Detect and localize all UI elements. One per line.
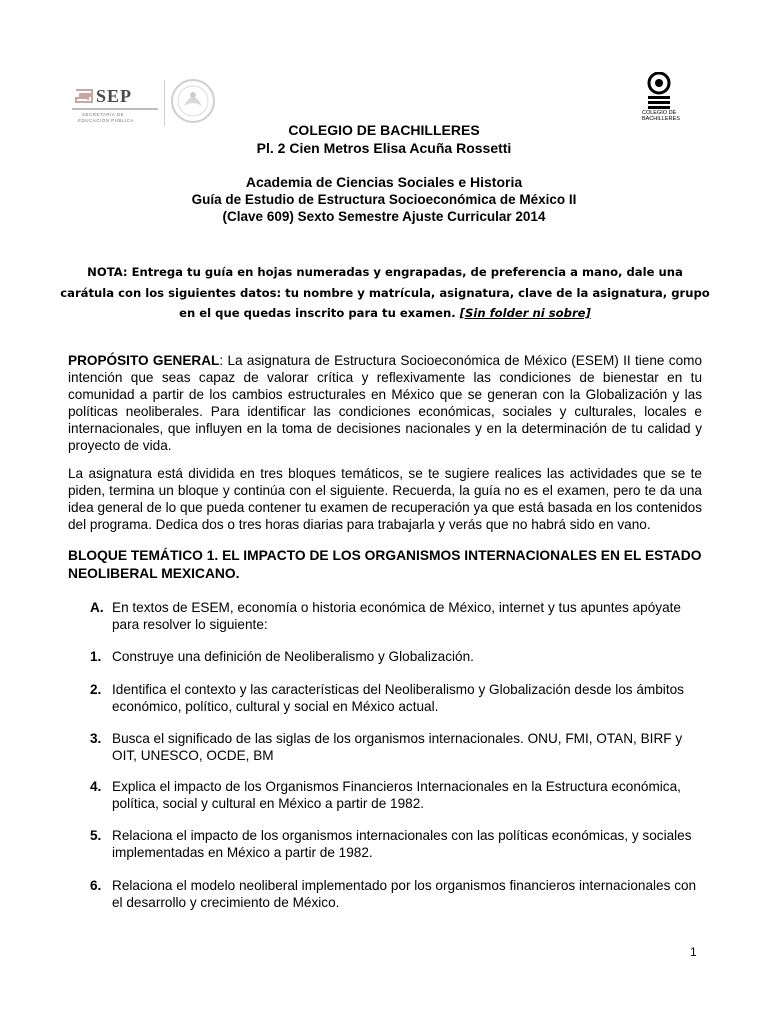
item-marker: 1. [90,649,102,664]
academy-title: Academia de Ciencias Sociales e Historia [245,174,523,190]
item-marker: 2. [90,682,102,697]
sep-name: SEP [96,86,133,106]
item-text: Explica el impacto de los Organismos Financieros Internacionales en la Estructura económica, política, social y cultural en México a partir de 1982. [112,779,681,811]
sep-mark-icon [74,86,94,106]
guide-title: Guía de Estudio de Estructura Socioeconómica de México II [191,192,577,207]
cb-logo-text [642,110,680,122]
campus-title: Pl. 2 Cien Metros Elisa Acuña Rossetti [256,140,512,156]
logo-divider [164,80,165,126]
page-number: 1 [690,945,697,959]
item-marker: 4. [90,779,102,794]
colegio-bachilleres-logo [638,72,698,124]
bloque-heading: BLOQUE TEMÁTICO 1. EL IMPACTO DE LOS ORGANISMOS INTERNACIONALES EN EL ESTADO NEOLIBERAL MEXICANO. [68,548,702,581]
proposito-text: : La asignatura de Estructura Socioeconómica de México (ESEM) II tiene como intención que seas capaz de valorar crítica y reflexivamente las condiciones de bienestar en tu comunidad a partir de los cambios estructurales en México que se generan con la Globalización y las políticas neoliberales. Para identificar las condiciones económicas, sociales y culturales, locales e internacionales, que influyen en la toma de decisiones nacionales y en la determinación de tu calidad y proyecto de vida. [68,353,703,453]
mexico-seal-icon [170,78,216,124]
nota-block [60,262,710,324]
cb-logo-line2: BACHILLERES [642,116,680,122]
item-marker: 6. [90,878,102,893]
proposito-label: PROPÓSITO GENERAL [68,353,220,368]
school-title: COLEGIO DE BACHILLERES [288,122,480,138]
item-text: En textos de ESEM, economía o historia económica de México, internet y tus apuntes apóyate para resolver lo siguiente: [112,600,681,632]
intro-paragraph: La asignatura está dividida en tres bloques temáticos, se te sugiere realices las actividades que se te piden, termina un bloque y continúa con el siguiente. Recuerda, la guía no es el examen, pero te da una idea general de lo que pueda contener tu examen de recuperación ya que está basada en los contenidos del programa. Dedica dos o tres horas diarias para trabajarla y verás que no habrá sido en vano. [68,466,702,532]
sep-subtitle-1: SECRETARÍA DE [82,112,125,117]
nota-emphasis: [Sin folder ni sobre] [459,306,591,320]
item-marker: A. [90,600,104,615]
cb-logo-line1: COLEGIO DE [642,110,677,116]
sep-subtitle-2: EDUCACIÓN PÚBLICA [78,118,135,123]
item-text: Relaciona el impacto de los organismos internacionales con las políticas económicas, y sociales implementadas en México a partir de 1982. [112,828,692,860]
item-text: Relaciona el modelo neoliberal implementado por los organismos financieros internacionales con el desarrollo y crecimiento de México. [112,878,697,910]
sep-logo [70,72,220,128]
nota-text: NOTA: Entrega tu guía en hojas numeradas y engrapadas, de preferencia a mano, dale una carátula con los siguientes datos: tu nombre y matrícula, asignatura, clave de la asignatura, grupo en el que quedas inscrito para tu examen. [60,265,710,320]
proposito-paragraph [68,352,702,454]
item-text: Busca el significado de las siglas de los organismos internacionales. ONU, FMI, OTAN, BIRF y OIT, UNESCO, OCDE, BM [112,731,683,763]
item-text: Construye una definición de Neoliberalismo y Globalización. [112,649,474,664]
sep-bar [72,108,158,110]
item-marker: 5. [90,828,102,843]
item-text: Identifica el contexto y las características del Neoliberalismo y Globalización desde los ámbitos económico, político, cultural y social en México actual. [112,682,684,714]
cb-emblem-icon [646,72,672,110]
guide-subtitle: (Clave 609) Sexto Semestre Ajuste Curricular 2014 [222,209,546,224]
item-marker: 3. [90,731,102,746]
